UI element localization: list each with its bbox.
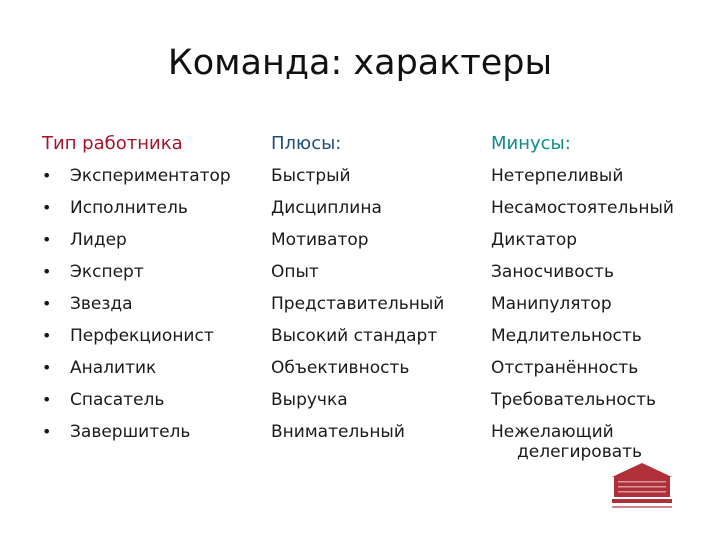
- list-item: Быстрый: [271, 166, 351, 186]
- list-item: Диктатор: [491, 230, 578, 250]
- cons-list: [491, 160, 716, 448]
- list-item: Внимательный: [271, 422, 405, 442]
- list-item: • Звезда: [42, 288, 262, 320]
- list-item: Медлительность: [491, 326, 642, 346]
- bullet-icon: •: [42, 262, 52, 281]
- column-header-types: Тип работника: [42, 133, 183, 154]
- list-item: Выручка: [271, 390, 348, 410]
- column-worker-types: [42, 128, 262, 448]
- list-item: Нетерпеливый: [491, 166, 624, 186]
- column-pros: [271, 128, 481, 448]
- list-item: Дисциплина: [271, 198, 382, 218]
- list-item: Манипулятор: [491, 294, 612, 314]
- list-item: • Экспериментатор: [42, 160, 262, 192]
- column-cons: [491, 128, 716, 463]
- bullet-icon: •: [42, 358, 52, 377]
- bullet-icon: •: [42, 326, 52, 345]
- column-header-cons: Минусы:: [491, 133, 571, 154]
- column-header-pros: Плюсы:: [271, 133, 342, 154]
- list-item: • Аналитик: [42, 352, 262, 384]
- list-item: • Исполнитель: [42, 192, 262, 224]
- list-item: Несамостоятельный: [491, 198, 674, 218]
- list-item: Мотиватор: [271, 230, 369, 250]
- list-item: • Перфекционист: [42, 320, 262, 352]
- bullet-icon: •: [42, 390, 52, 409]
- list-item: • Завершитель: [42, 416, 262, 448]
- list-item: Нежелающий: [491, 422, 614, 442]
- list-item-continuation: делегировать: [517, 442, 643, 462]
- pros-list: [271, 160, 481, 448]
- list-item: Отстранённость: [491, 358, 639, 378]
- list-item: • Спасатель: [42, 384, 262, 416]
- bullet-icon: •: [42, 230, 52, 249]
- bullet-icon: •: [42, 198, 52, 217]
- list-item: • Эксперт: [42, 256, 262, 288]
- list-item: Высокий стандарт: [271, 326, 438, 346]
- bullet-icon: •: [42, 166, 52, 185]
- worker-types-list: [42, 160, 262, 448]
- slide-title: Команда: характеры: [167, 43, 553, 83]
- list-item: Представительный: [271, 294, 445, 314]
- list-item: Заносчивость: [491, 262, 614, 282]
- bullet-icon: •: [42, 294, 52, 313]
- list-item: Требовательность: [491, 390, 656, 410]
- list-item: Опыт: [271, 262, 319, 282]
- list-item: • Лидер: [42, 224, 262, 256]
- bullet-icon: •: [42, 422, 52, 441]
- house-logo-icon: [608, 461, 676, 511]
- list-item: Объективность: [271, 358, 410, 378]
